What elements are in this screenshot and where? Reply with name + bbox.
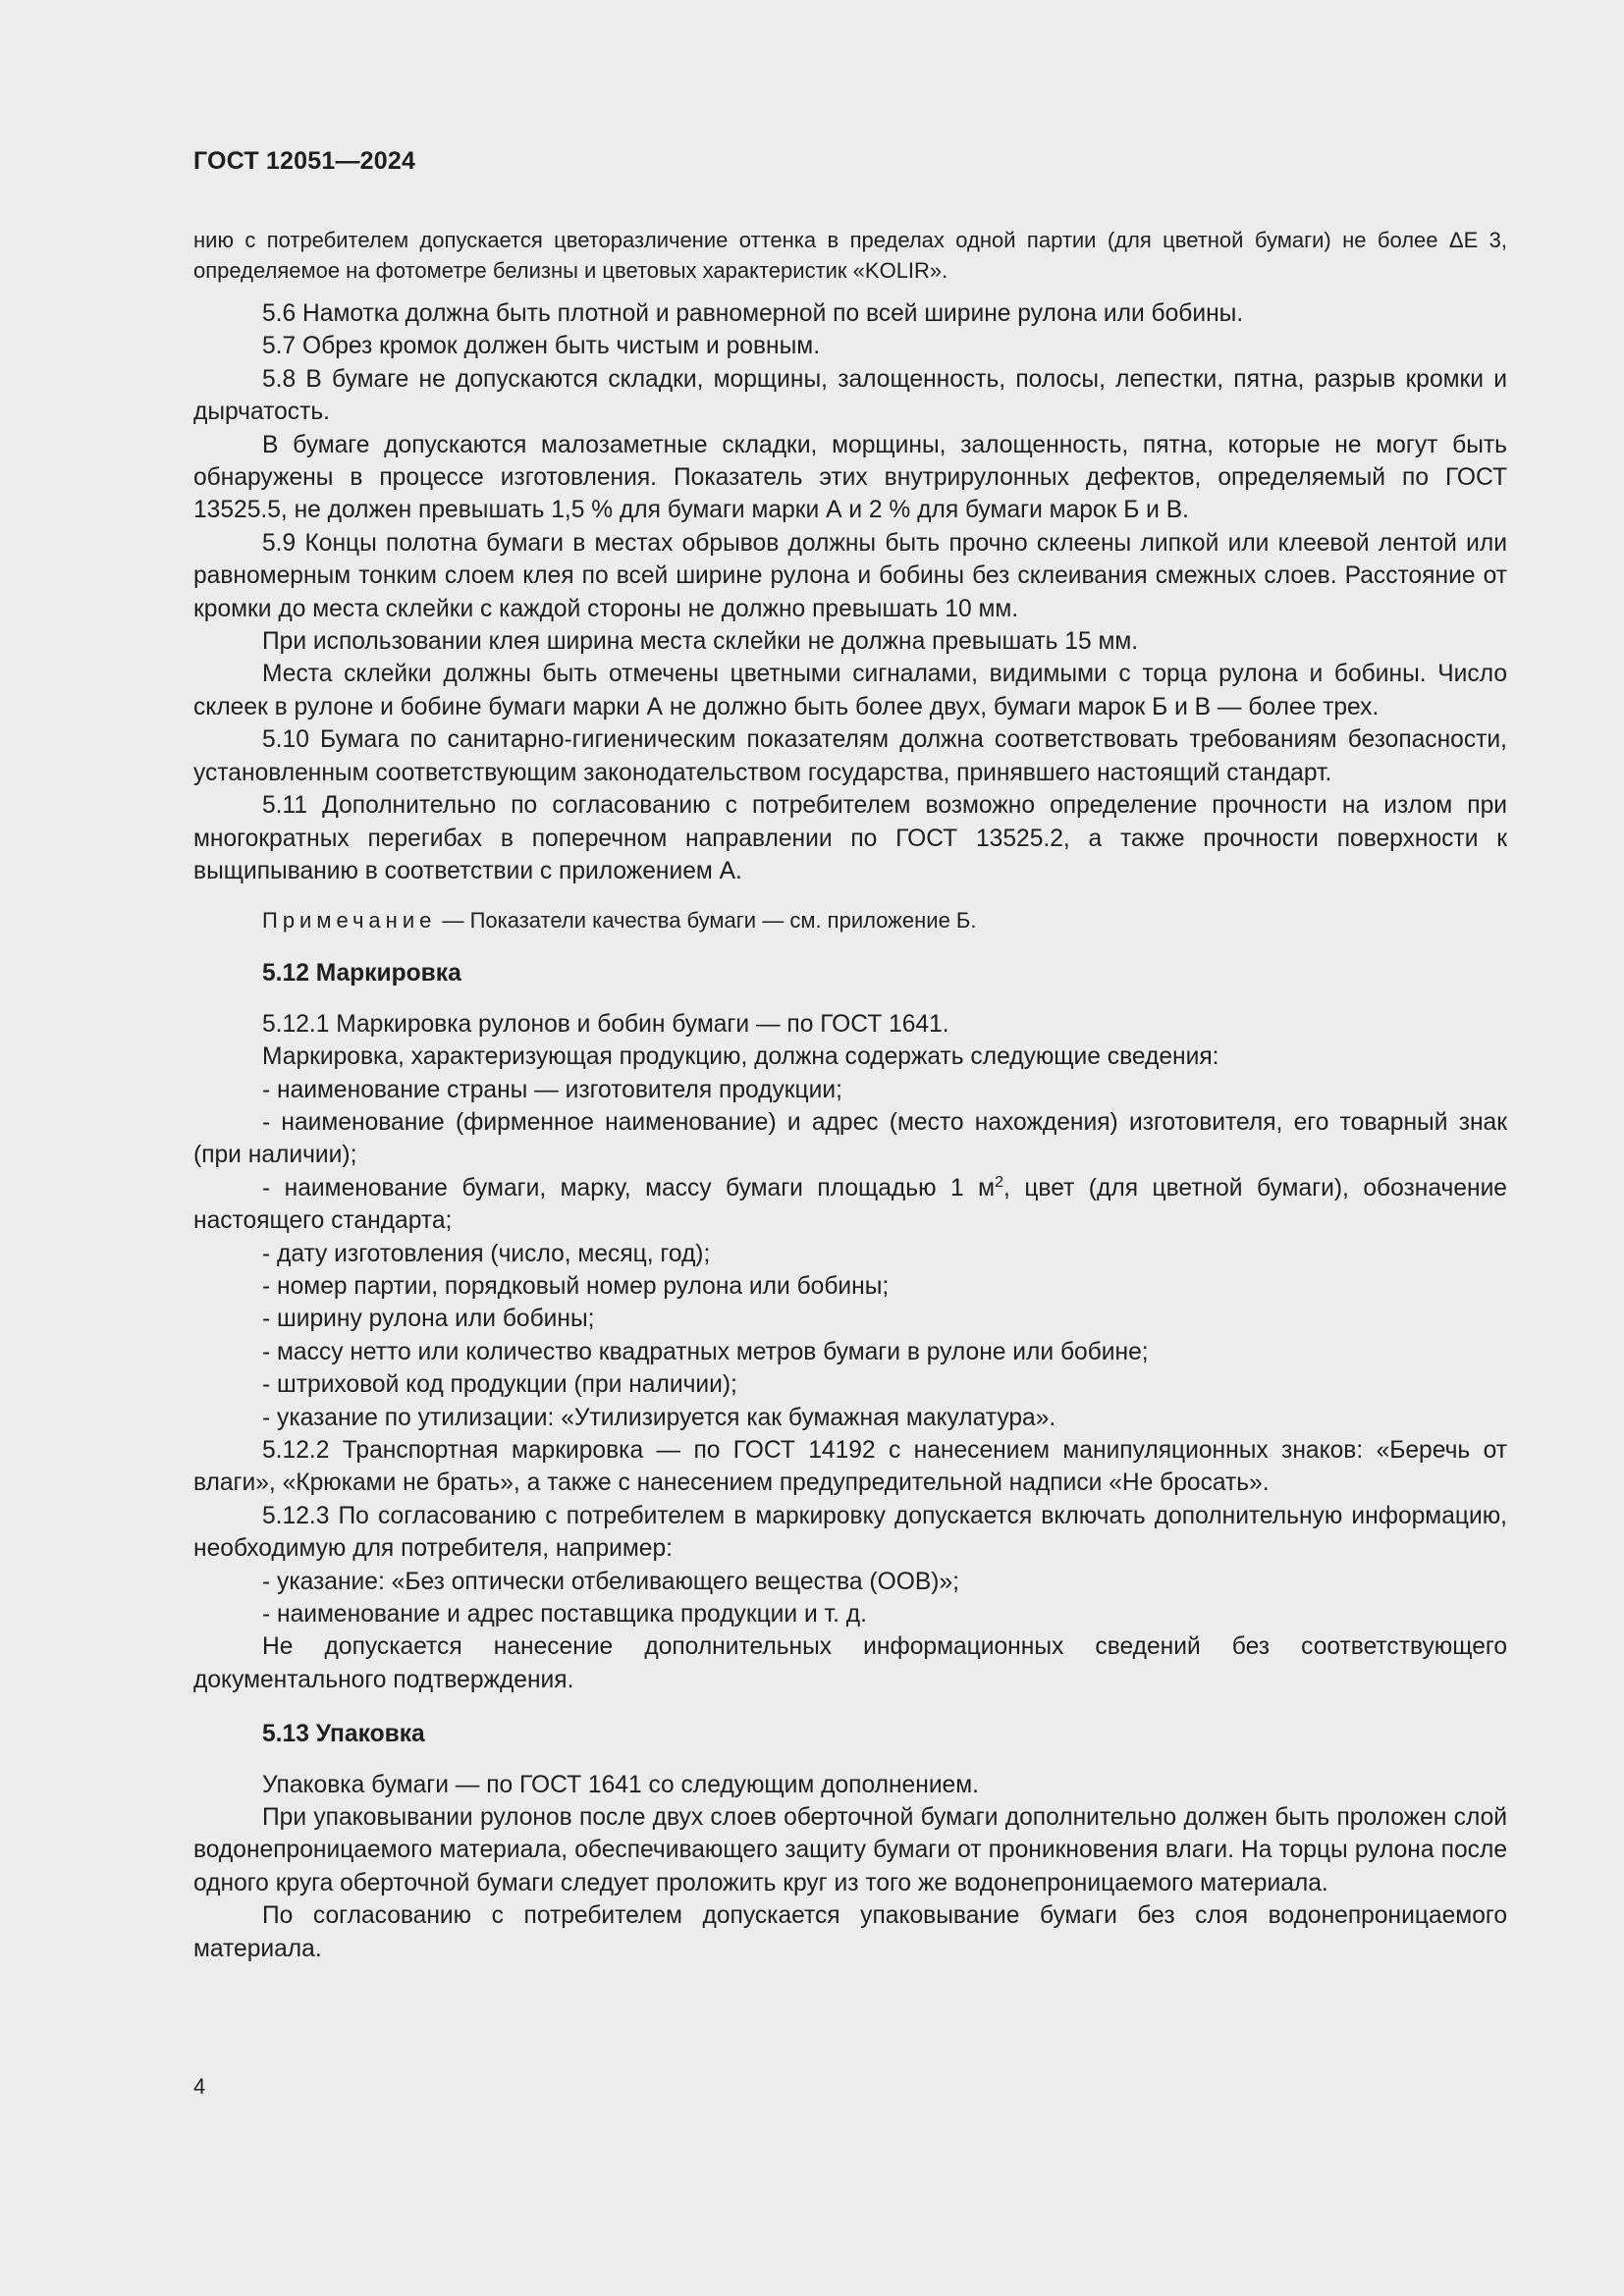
list-item: - наименование и адрес поставщика продукции и т. д. — [262, 1601, 867, 1629]
clause-5-9-splice-marks: Места склейки должны быть отмечены цветными сигналами, видимыми с торца рулона и бобины. Число склеек в рулоне и бобине бумаги марки А не должно быть более двух, бумаги марок Б и В — более трех. — [193, 661, 1507, 721]
packaging-rolls: При упаковывании рулонов после двух слоев оберточной бумаги дополнительно должен быть проложен слой водонепроницаемого материала, обеспечивающего защиту бумаги от проникновения влаги. На торцы рулона после одного круга оберточной бумаги следует проложить круг из того же водонепроницаемого материала. — [193, 1804, 1507, 1896]
clause-5-10: 5.10 Бумага по санитарно-гигиеническим показателям должна соответствовать требованиям безопасности, установленным соответствующим законодательством государства, принявшего настоящий стандарт. — [193, 726, 1507, 786]
list-item: - ширину рулона или бобины; — [262, 1306, 595, 1333]
list-item: - номер партии, порядковый номер рулона или бобины; — [262, 1272, 890, 1300]
packaging-agreement: По согласованию с потребителем допускается упаковывание бумаги без слоя водонепроницаемого материала. — [193, 1902, 1507, 1962]
note-text: — Показатели качества бумаги — см. приложение Б. — [436, 908, 977, 934]
page-number: 4 — [193, 2074, 206, 2099]
list-item — [193, 1172, 1507, 1238]
list-item: - массу нетто или количество квадратных метров бумаги в рулоне или бобине; — [262, 1338, 1149, 1365]
clause-5-7: 5.7 Обрез кромок должен быть чистым и ровным. — [262, 333, 821, 360]
marking-intro: Маркировка, характеризующая продукцию, должна содержать следующие сведения: — [262, 1043, 1219, 1071]
marking-restriction: Не допускается нанесение дополнительных информационных сведений без соответствующего документального подтверждения. — [193, 1633, 1507, 1693]
clause-5-12-3: 5.12.3 По согласованию с потребителем в маркировку допускается включать дополнительную информацию, необходимую для потребителя, например: — [193, 1502, 1507, 1563]
clause-5-12-1: 5.12.1 Маркировка рулонов и бобин бумаги — по ГОСТ 1641. — [262, 1010, 949, 1038]
section-heading-5-13: 5.13 Упаковка — [262, 1721, 425, 1748]
packaging-intro: Упаковка бумаги — по ГОСТ 1641 со следующим дополнением. — [262, 1771, 979, 1798]
clause-5-12-2: 5.12.2 Транспортная маркировка — по ГОСТ 14192 с нанесением манипуляционных знаков: «Беречь от влаги», «Крюками не брать», а также с нанесением предупредительной надписи «Не бросать». — [193, 1437, 1507, 1497]
list-item-text: - наименование бумаги, марку, массу бумаги площадью 1 м — [262, 1174, 996, 1201]
clause-5-8: 5.8 В бумаге не допускаются складки, морщины, залощенность, полосы, лепестки, пятна, разрыв кромки и дырчатость. — [193, 365, 1507, 426]
note — [193, 905, 1507, 935]
clause-5-8-allowed: В бумаге допускаются малозаметные складки, морщины, залощенность, пятна, которые не могут быть обнаружены в процессе изготовления. Показатель этих внутрирулонных дефектов, определяемый по ГОСТ 13525.5, не должен превышать 1,5 % для бумаги марки А и 2 % для бумаги марок Б и В. — [193, 431, 1507, 524]
clause-5-9: 5.9 Концы полотна бумаги в местах обрывов должны быть прочно склеены липкой или клеевой лентой или равномерным тонким слоем клея по всей ширине рулона и бобины без склеивания смежных слоев. Расстояние от кромки до места склейки с каждой стороны не должно превышать 10 мм. — [193, 529, 1507, 622]
list-item: - штриховой код продукции (при наличии); — [262, 1371, 737, 1399]
superscript-exponent: 2 — [995, 1173, 1003, 1191]
document-code-header: ГОСТ 12051—2024 — [193, 147, 416, 175]
list-item-text: , цвет (для цветной бумаги), обозначение настоящего стандарта; — [193, 1174, 1507, 1235]
list-item: - наименование (фирменное наименование) и адрес (место нахождения) изготовителя, его товарный знак (при наличии); — [193, 1108, 1507, 1169]
clause-5-11: 5.11 Дополнительно по согласованию с потребителем возможно определение прочности на излом при многократных перегибах в поперечном направлении по ГОСТ 13525.2, а также прочности поверхности к выщипыванию в соответствии с приложением А. — [193, 792, 1507, 884]
list-item: - указание: «Без оптически отбеливающего вещества (ООВ)»; — [262, 1568, 959, 1595]
list-item: - дату изготовления (число, месяц, год); — [262, 1240, 711, 1267]
clause-5-9-glue-width: При использовании клея ширина места склейки не должна превышать 15 мм. — [262, 628, 1139, 656]
section-heading-5-12: 5.12 Маркировка — [262, 960, 461, 988]
clause-5-6: 5.6 Намотка должна быть плотной и равномерной по всей ширине рулона или бобины. — [262, 300, 1244, 327]
paragraph-continuation: нию с потребителем допускается цветоразличение оттенка в пределах одной партии (для цветной бумаги) не более ΔЕ 3, определяемое на фотометре белизны и цветовых характеристик «KOLIR». — [193, 228, 1507, 283]
list-item: - указание по утилизации: «Утилизируется как бумажная макулатура». — [262, 1404, 1056, 1431]
note-label: Примечание — [262, 908, 437, 934]
document-body — [193, 225, 1507, 1965]
list-item: - наименование страны — изготовителя продукции; — [262, 1076, 842, 1103]
